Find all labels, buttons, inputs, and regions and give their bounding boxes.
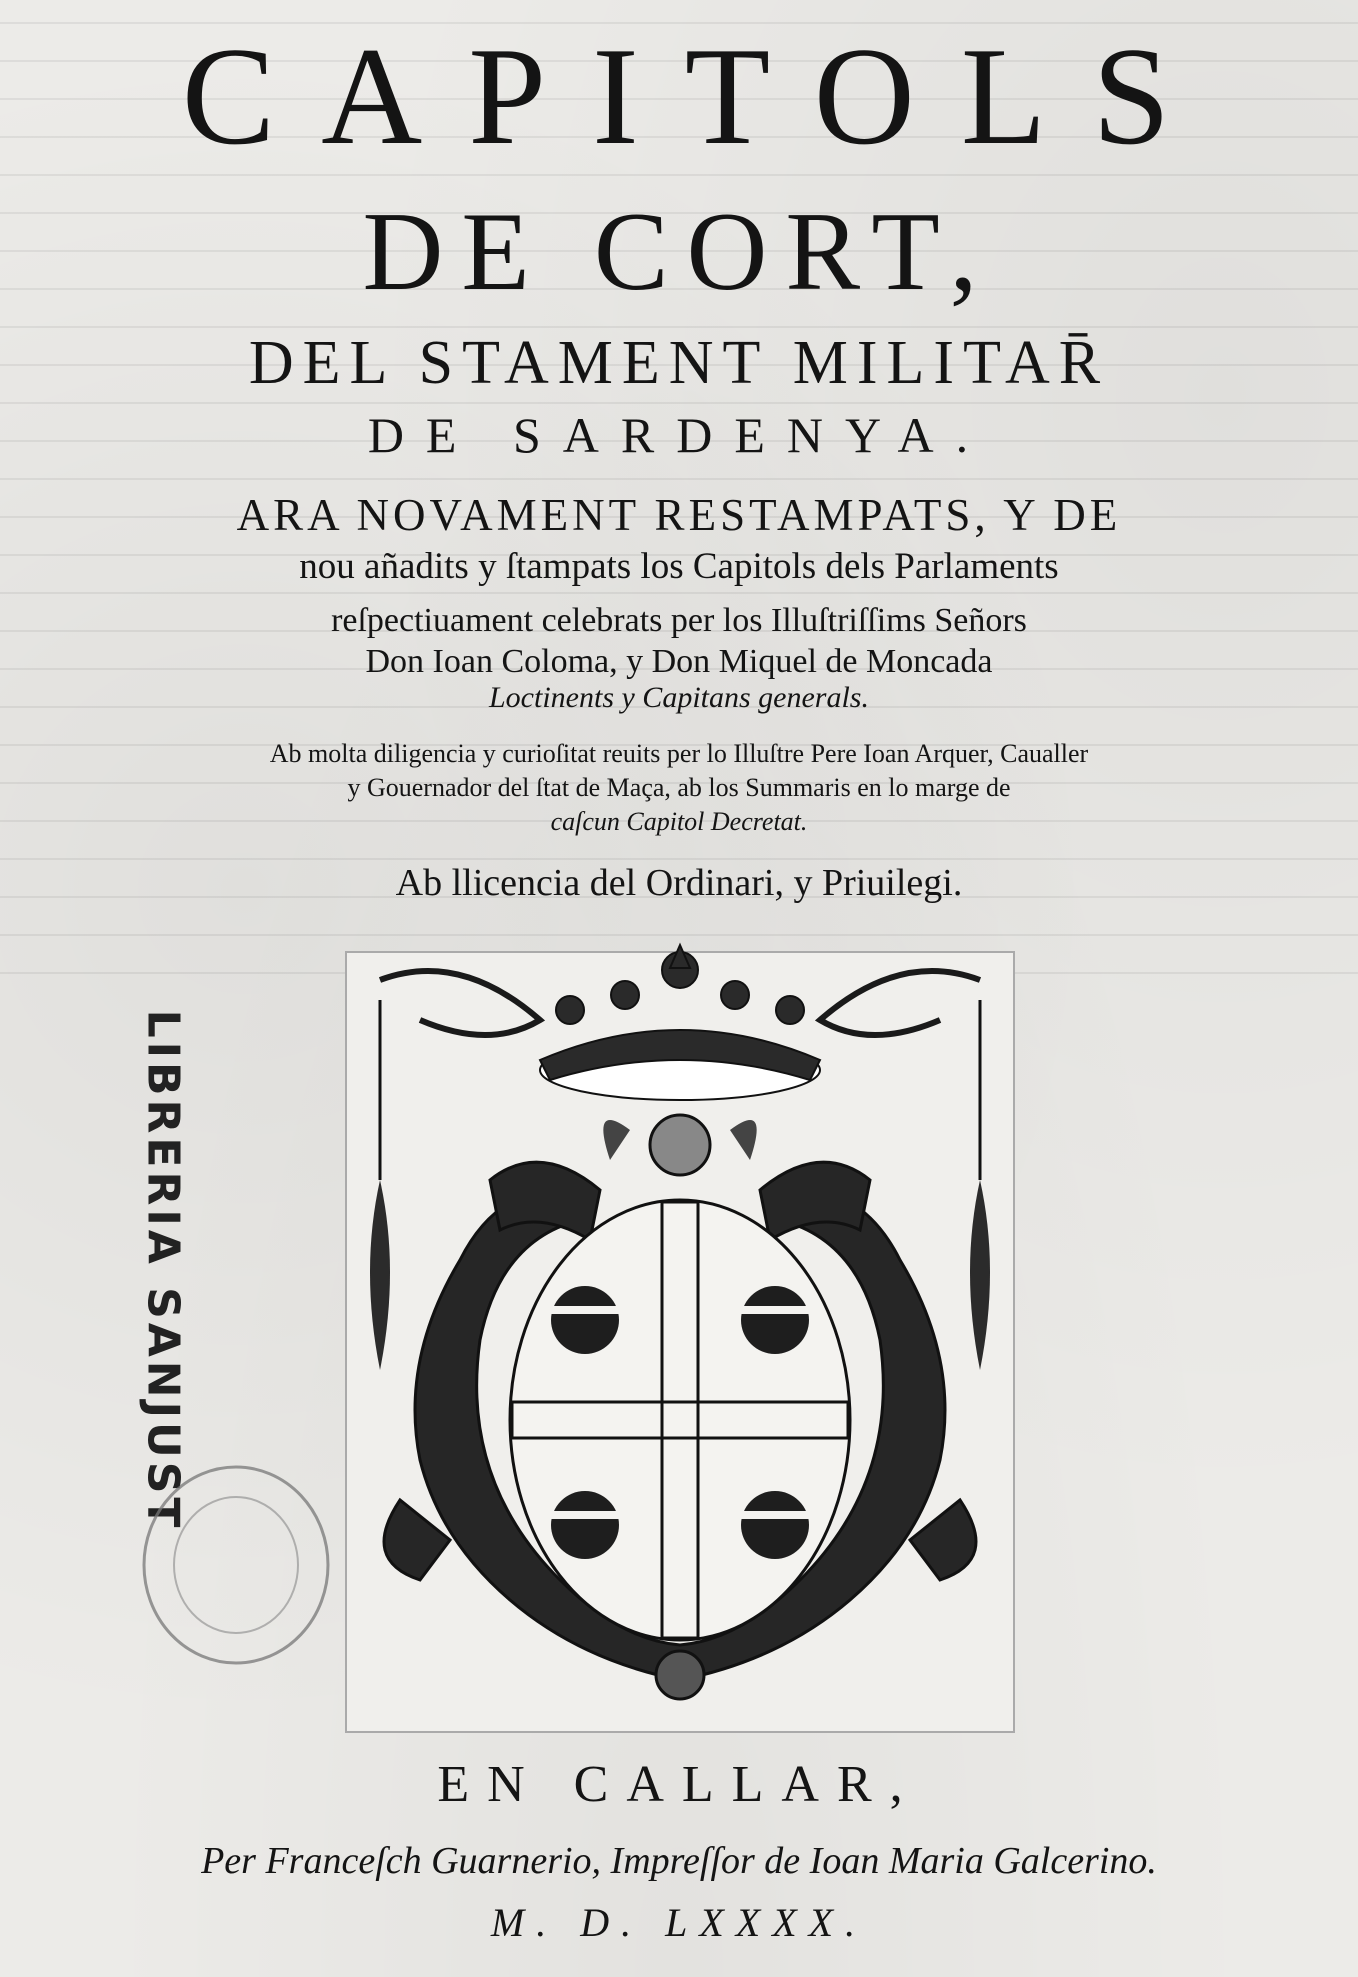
library-stamp-icon xyxy=(136,1460,336,1670)
subtitle-line-1: ARA NOVAMENT RESTAMPATS, Y DE xyxy=(236,490,1122,540)
shield-with-cross xyxy=(510,1200,850,1640)
subtitle-line-2: nou añadits y ſtampats los Capitols dels Parlaments xyxy=(299,546,1059,587)
license-line: Ab llicencia del Ordinari, y Priuilegi. xyxy=(395,862,963,904)
title-capitols: CAPITOLS xyxy=(181,19,1217,174)
coat-of-arms-emblem xyxy=(340,940,1020,1740)
imprint-printer: Per Franceſch Guarnerio, Impreſſor de Ioan Maria Galcerino. xyxy=(201,1840,1157,1882)
editor-line-1: Ab molta diligencia y curioſitat reuits per lo Illuſtre Pere Ioan Arquer, Caualler xyxy=(269,739,1089,768)
mask-icon xyxy=(656,1651,704,1699)
imprint-place: EN CALLAR, xyxy=(437,1756,921,1813)
spine-label: LIBRERIA SANJUST xyxy=(137,1009,189,1531)
editor-line-2: y Gouernador del ſtat de Maça, ab los Summaris en lo marge de xyxy=(347,773,1011,802)
subtitle-line-5: Loctinents y Capitans generals. xyxy=(489,681,869,714)
subtitle-line-3: reſpectiuament celebrats per los Illuſtriſſims Señors xyxy=(331,602,1027,639)
title-stament-militar: DEL STAMENT MILITAR̄ xyxy=(248,329,1110,397)
editor-line-3: caſcun Capitol Decretat. xyxy=(550,807,808,836)
title-de-cort: DE CORT, xyxy=(362,190,996,314)
imprint-year: M. D. LXXXX. xyxy=(490,1900,868,1945)
title-de-sardenya: DE SARDENYA. xyxy=(367,407,991,463)
subtitle-line-4: Don Ioan Coloma, y Don Miquel de Moncada xyxy=(365,643,993,680)
